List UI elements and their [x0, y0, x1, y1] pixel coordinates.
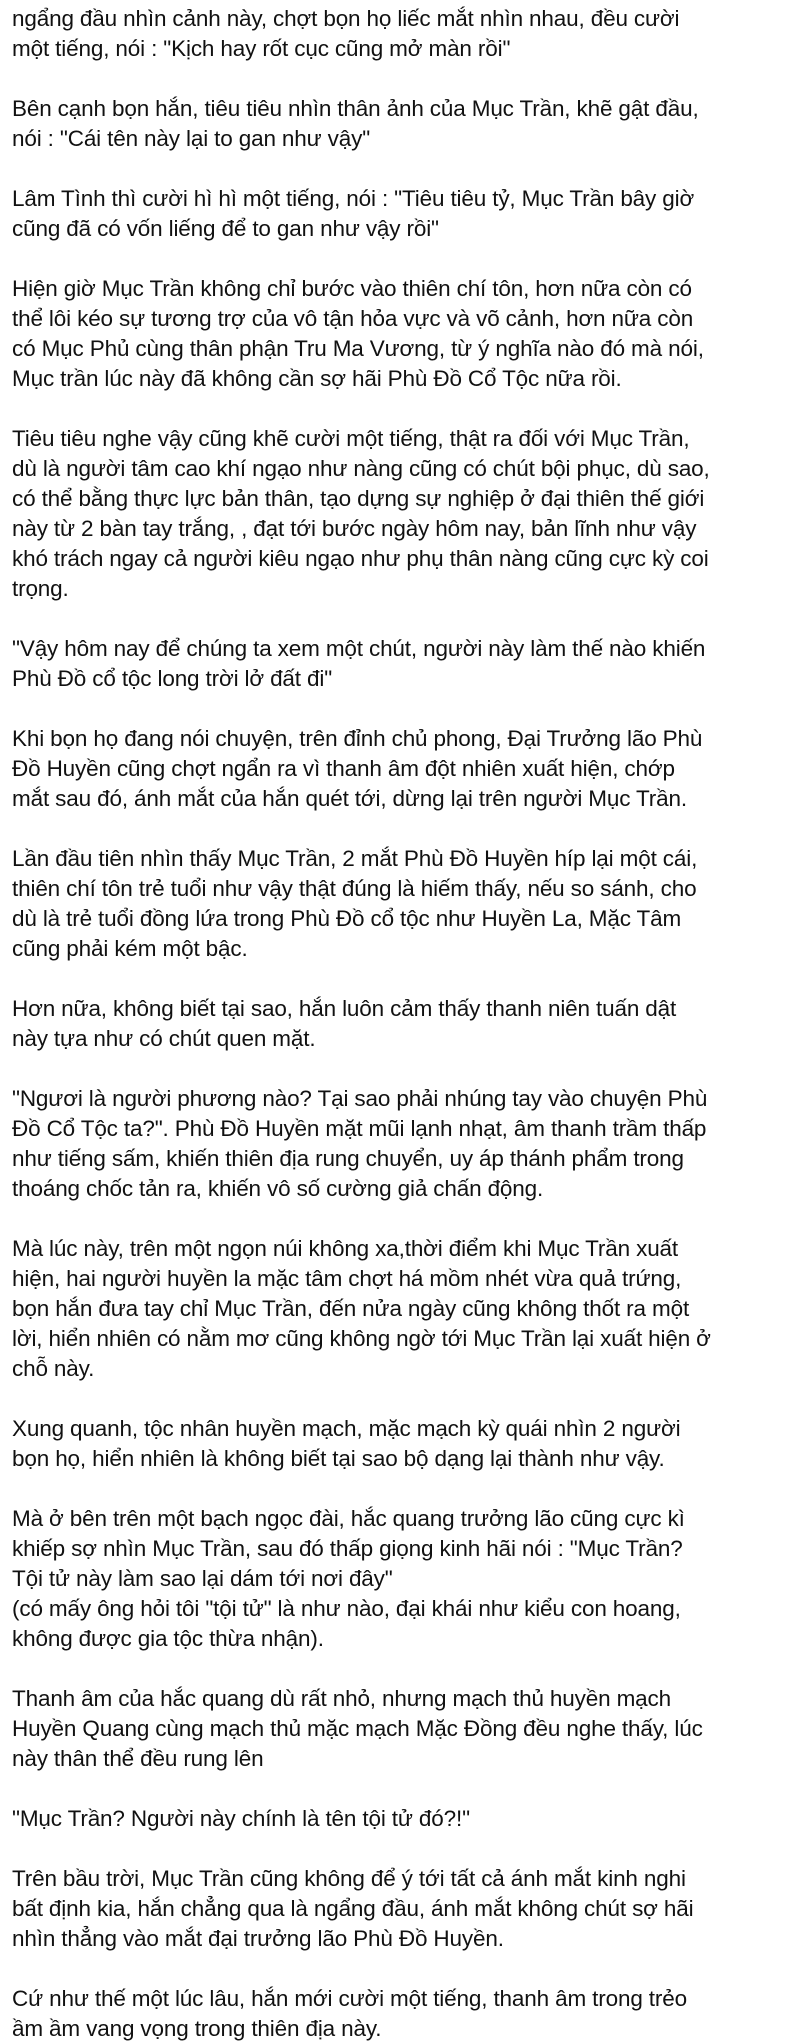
paragraph-11: Mà lúc này, trên một ngọn núi không xa,thời điểm khi Mục Trần xuất hiện, hai người huyền la mặc tâm chợt há mồm nhét vừa quả trứng, bọn hắn đưa tay chỉ Mục Trần, đến nửa ngày cũng không thốt ra một lời, hiển nhiên có nằm mơ cũng không ngờ tới Mục Trần lại xuất hiện ở chỗ này. — [12, 1236, 711, 1381]
paragraph-16: Trên bầu trời, Mục Trần cũng không để ý tới tất cả ánh mắt kinh nghi bất định kia, hắn chẳng qua là ngẩng đầu, ánh mắt không chút sợ hãi nhìn thẳng vào mắt đại trưởng lão Phù Đồ Huyền. — [12, 1866, 694, 1951]
paragraph-9: Hơn nữa, không biết tại sao, hắn luôn cảm thấy thanh niên tuấn dật này tựa như có chút quen mặt. — [12, 996, 677, 1051]
paragraph-8: Lần đầu tiên nhìn thấy Mục Trần, 2 mắt Phù Đồ Huyền híp lại một cái, thiên chí tôn trẻ tuổi như vậy thật đúng là hiếm thấy, nếu so sánh, cho dù là trẻ tuổi đồng lứa trong Phù Đồ cổ tộc như Huyền La, Mặc Tâm cũng phải kém một bậc. — [12, 846, 698, 961]
paragraph-4: Hiện giờ Mục Trần không chỉ bước vào thiên chí tôn, hơn nữa còn có thể lôi kéo sự tương trợ của vô tận hỏa vực và võ cảnh, hơn nữa còn có Mục Phủ cùng thân phận Tru Ma Vương, từ ý nghĩa nào đó mà nói, Mục trần lúc này đã không cần sợ hãi Phù Đồ Cổ Tộc nữa rồi. — [12, 276, 704, 391]
paragraph-7: Khi bọn họ đang nói chuyện, trên đỉnh chủ phong, Đại Trưởng lão Phù Đồ Huyền cũng chợt ngẩn ra vì thanh âm đột nhiên xuất hiện, chớp mắt sau đó, ánh mắt của hắn quét tới, dừng lại trên người Mục Trần. — [12, 726, 703, 811]
paragraph-6: "Vậy hôm nay để chúng ta xem một chút, người này làm thế nào khiến Phù Đồ cổ tộc long trời lở đất đi" — [12, 636, 706, 691]
paragraph-13: Mà ở bên trên một bạch ngọc đài, hắc quang trưởng lão cũng cực kì khiếp sợ nhìn Mục Trần, sau đó thấp giọng kinh hãi nói : "Mục Trần? Tội tử này làm sao lại dám tới nơi đây" (có mấy ông hỏi tôi "tội tử" là như nào, đại khái như kiểu con hoang, không được gia tộc thừa nhận). — [12, 1506, 685, 1651]
paragraph-14: Thanh âm của hắc quang dù rất nhỏ, nhưng mạch thủ huyền mạch Huyền Quang cùng mạch thủ mặc mạch Mặc Đồng đều nghe thấy, lúc này thân thể đều rung lên — [12, 1686, 703, 1771]
paragraph-1: ngẩng đầu nhìn cảnh này, chợt bọn họ liếc mắt nhìn nhau, đều cười một tiếng, nói : "Kịch hay rốt cục cũng mở màn rồi" — [12, 6, 680, 61]
paragraph-3: Lâm Tình thì cười hì hì một tiếng, nói : "Tiêu tiêu tỷ, Mục Trần bây giờ cũng đã có vốn liếng để to gan như vậy rồi" — [12, 186, 695, 241]
paragraph-10: "Ngươi là người phương nào? Tại sao phải nhúng tay vào chuyện Phù Đồ Cổ Tộc ta?". Phù Đồ Huyền mặt mũi lạnh nhạt, âm thanh trầm thấp như tiếng sấm, khiến thiên địa rung chuyển, uy áp thánh phẩm trong thoáng chốc tản ra, khiến vô số cường giả chấn động. — [12, 1086, 708, 1201]
paragraph-2: Bên cạnh bọn hắn, tiêu tiêu nhìn thân ảnh của Mục Trần, khẽ gật đầu, nói : "Cái tên này lại to gan như vậy" — [12, 96, 699, 151]
paragraph-5: Tiêu tiêu nghe vậy cũng khẽ cười một tiếng, thật ra đối với Mục Trần, dù là người tâm cao khí ngạo như nàng cũng có chút bội phục, dù sao, có thể bằng thực lực bản thân, tạo dựng sự nghiệp ở đại thiên thế giới này từ 2 bàn tay trắng, , đạt tới bước ngày hôm nay, bản lĩnh như vậy khó trách ngay cả người kiêu ngạo như phụ thân nàng cũng cực kỳ coi trọng. — [12, 426, 710, 601]
paragraph-15: "Mục Trần? Người này chính là tên tội tử đó?!" — [12, 1806, 470, 1831]
paragraph-17: Cứ như thế một lúc lâu, hắn mới cười một tiếng, thanh âm trong trẻo ầm ầm vang vọng trong thiên địa này. — [12, 1986, 687, 2041]
paragraph-12: Xung quanh, tộc nhân huyền mạch, mặc mạch kỳ quái nhìn 2 người bọn họ, hiển nhiên là không biết tại sao bộ dạng lại thành như vậy. — [12, 1416, 681, 1471]
